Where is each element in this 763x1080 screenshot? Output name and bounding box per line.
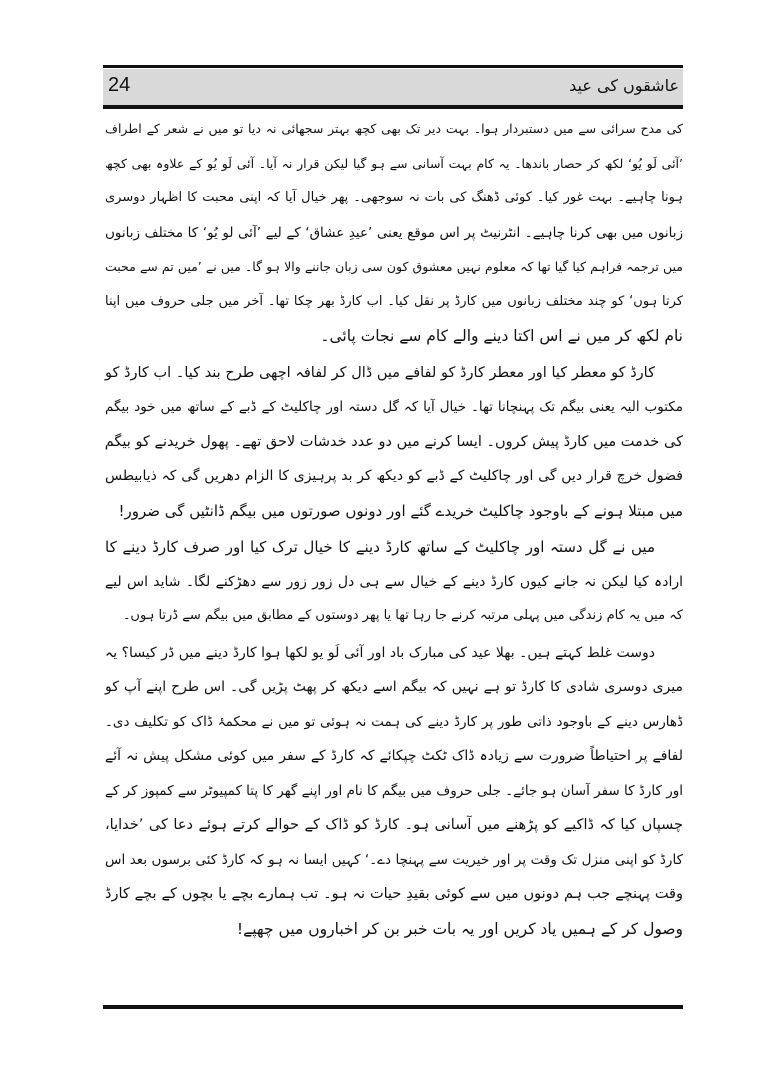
text-line: کی مدح سرائی سے میں دستبردار ہوا۔ بہت دیر تک بھی کچھ بہتر سجھائی نہ دیا تو میں نے شعر کے اطراف <box>105 121 683 136</box>
text-line: مکتوب الیہ یعنی بیگم تک پہنچانا تھا۔ خیال آیا کہ گل دستہ اور چاکلیٹ کے ڈبے کے ساتھ میں خود بیگم <box>105 399 683 415</box>
text-line: کارڈ کو اپنی منزل تک وقت پر اور خیریت سے پہنچا دے۔‘ کہیں ایسا نہ ہو کہ کارڈ کئی برسوں بعد اس <box>105 851 683 868</box>
running-title: عاشقوں کی عید <box>569 76 679 95</box>
text-line: کی خدمت میں کارڈ پیش کروں۔ ایسا کرنے میں دو عدد خدشات لاحق تھے۔ پھول خریدنے کو بیگم <box>104 433 683 450</box>
text-line: ہونا چاہیے۔ بہت غور کیا۔ کوئی ڈھنگ کی بات نہ سوجھی۔ پھر خیال آیا کہ اپنی محبت کا اظہار دوسری <box>105 190 683 205</box>
text-line: فضول خرچ قرار دیں گی اور چاکلیٹ کے ڈبے کو دیکھ کر بد پرہیزی کا الزام دھریں گی کہ ذیابیطس <box>105 468 683 484</box>
text-line: میں ترجمہ فراہم کیا گیا تھا کہ معلوم نہیں معشوق کون سی زبان جاننے والا ہو گا۔ میں نے ’میں تم سے محبت <box>105 259 683 274</box>
text-line: ’آئی لَو یُو‘ لکھ کر حصار باندھا۔ یہ کام بہت آسانی سے ہو گیا لیکن قرار نہ آیا۔ آئی لَو یُو کے علاوہ بھی کچھ <box>105 155 683 171</box>
text-line: چسپاں کیا کہ ڈاکیے کو پڑھنے میں آسانی ہو۔ کارڈ کو ڈاک کے حوالے کرتے ہوئے دعا کی ’خدایا، <box>105 817 683 833</box>
text-line: کارڈ کو معطر کیا اور معطر کارڈ کو لفافے میں ڈال کر لفافہ اچھی طرح بند کیا۔ اب کارڈ کو <box>105 364 655 381</box>
header-bottom-rule <box>103 105 683 109</box>
text-line: ارادہ کیا لیکن نہ جانے کیوں کارڈ دینے کے خیال سے ہی دل زور زور سے دھڑکنے لگا۔ شاید اس لیے <box>105 573 683 590</box>
text-line: زبانوں میں بھی کرنا چاہیے۔ انٹرنیٹ پر اس موقع یعنی ’عیدِ عشاق‘ کے لیے ’آئی لو یُو‘ کا مختلف زبانوں <box>105 224 683 241</box>
text-line: کہ میں یہ کام زندگی میں پہلی مرتبہ کرنے جا رہا تھا یا پھر دوستوں کے مطابق میں بیگم سے ڈرتا ہوں۔ <box>122 608 683 623</box>
text-line: دوست غلط کہتے ہیں۔ بھلا عید کی مبارک باد اور آئی لَو یو لکھا ہوا کارڈ دینے میں ڈر کیسا؟ یہ <box>105 644 655 661</box>
text-line: کرتا ہوں‘ کو چند مختلف زبانوں میں کارڈ پر نقل کیا۔ اب کارڈ بھر چکا تھا۔ آخر میں جلی حروف میں اپنا <box>105 293 683 309</box>
text-line: میں مبتلا ہونے کے باوجود چاکلیٹ خریدے گئے اور دونوں صورتوں میں بیگم ڈانٹیں گی ضرور! <box>118 501 683 520</box>
text-line: میری دوسری شادی کا کارڈ تو ہے نہیں کہ بیگم اسے دیکھ کر پھٹ پڑیں گی۔ اس طرح اپنے آپ کو <box>105 679 683 695</box>
page-body <box>105 112 683 946</box>
text-line: وقت پہنچے جب ہم دونوں میں سے کوئی بقیدِ حیات نہ ہو۔ تب ہمارے بچے یا بچوں کے بچے کارڈ <box>105 886 683 902</box>
text-line: لفافے پر احتیاطاً ضرورت سے زیادہ ڈاک ٹکٹ چپکائے کہ کارڈ کے سفر میں کوئی مشکل پیش نہ آئے <box>105 748 683 764</box>
text-line: اور کارڈ کا سفر آسان ہو جائے۔ جلی حروف میں بیگم کا نام اور اپنے گھر کا پتا کمپیوٹر سے کمپوز کر کے <box>104 782 683 799</box>
header-top-rule <box>103 65 683 68</box>
text-line: وصول کر کے ہمیں یاد کریں اور یہ بات خبر بن کر اخباروں میں چھپے! <box>236 919 683 938</box>
text-line: ڈھارس دینے کے باوجود ذاتی طور پر کارڈ دینے کی ہمت نہ ہوئی تو میں نے محکمۂ ڈاک کو تکلیف دی۔ <box>105 713 683 730</box>
text-line: میں نے گل دستہ اور چاکلیٹ کے ساتھ کارڈ دینے کا خیال ترک کیا اور صرف کارڈ دینے کا <box>105 538 655 556</box>
text-line: نام لکھ کر میں نے اس اکتا دینے والے کام سے نجات پائی۔ <box>320 327 683 345</box>
page-number: 24 <box>108 74 131 96</box>
footer-rule <box>103 1005 683 1009</box>
